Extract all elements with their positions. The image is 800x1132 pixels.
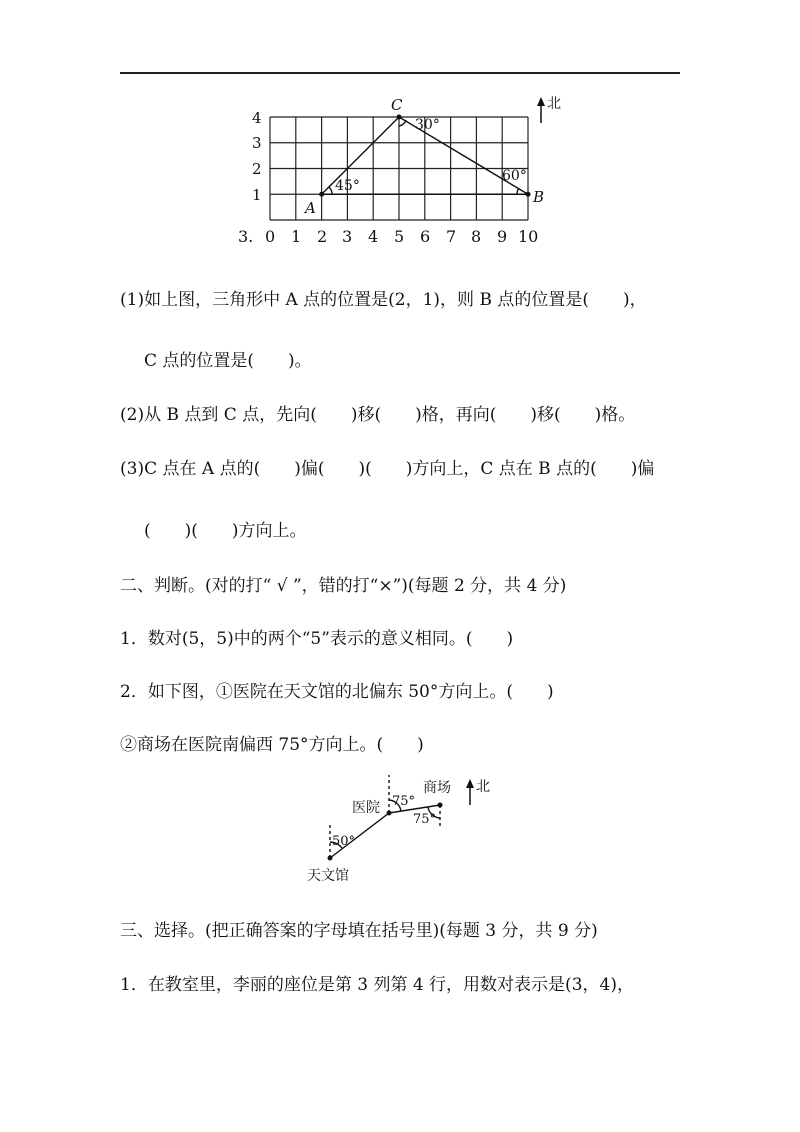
x-tick-label: 9 [497, 227, 508, 246]
map-figure [0, 770, 800, 910]
question-line-4: (3)C 点在 A 点的( )偏( )( )方向上，C 点在 B 点的( )偏 [120, 459, 655, 479]
y-tick-label: 4 [252, 109, 262, 127]
mall-dot [438, 803, 443, 808]
question-line-3: (2)从 B 点到 C 点，先向( )移( )格，再向( )移( )格。 [120, 405, 636, 425]
x-tick-label: 7 [446, 227, 457, 246]
grid-figure [0, 0, 800, 260]
angle-mall-label: 75° [413, 812, 437, 827]
north-label: 北 [547, 96, 561, 112]
north-arrow-icon [466, 779, 474, 805]
hospital-label: 医院 [352, 800, 380, 816]
point-a-label: A [305, 199, 316, 217]
segment-ac [322, 117, 399, 194]
x-tick-label: 1 [291, 227, 302, 246]
point-a-dot [319, 192, 324, 197]
x-tick-label: 3 [342, 227, 353, 246]
x-tick-label: 8 [471, 227, 482, 246]
map-north-label: 北 [476, 779, 490, 795]
x-tick-label: 6 [420, 227, 431, 246]
question-line-1: (1)如上图，三角形中 A 点的位置是(2，1)，则 B 点的位置是( )， [120, 290, 647, 310]
angle-observatory-label: 50° [332, 834, 356, 849]
y-tick-label: 3 [252, 134, 262, 152]
x-tick-label: 4 [368, 227, 379, 246]
x-tick-label: 10 [518, 227, 539, 246]
angle-a-label: 45° [335, 178, 360, 194]
angle-c-label: 30° [415, 117, 440, 133]
point-b-label: B [533, 188, 545, 206]
y-tick-label: 1 [252, 186, 262, 204]
angle-b-label: 60° [502, 168, 527, 184]
point-b-dot [526, 192, 531, 197]
judgment-item-2b: ②商场在医院南偏西 75°方向上。( ) [120, 735, 424, 755]
north-arrow-icon [537, 97, 545, 123]
observatory-label: 天文馆 [307, 868, 349, 884]
mall-label: 商场 [423, 780, 451, 796]
point-c-label: C [391, 96, 403, 114]
hospital-dot [387, 811, 392, 816]
x-tick-label: 5 [394, 227, 405, 246]
choice-item-1: 1．在教室里，李丽的座位是第 3 列第 4 行，用数对表示是(3，4)， [120, 975, 634, 995]
section-heading-judgment: 二、判断。(对的打“ √ ”，错的打“×”)(每题 2 分，共 4 分) [120, 576, 567, 596]
question-line-5: ( )( )方向上。 [144, 521, 307, 541]
judgment-item-2: 2．如下图，①医院在天文馆的北偏东 50°方向上。( ) [120, 682, 554, 702]
x-tick-label: 0 [265, 227, 276, 246]
question-number: 3. [238, 227, 254, 246]
y-tick-label: 2 [252, 160, 262, 178]
point-c-dot [397, 115, 402, 120]
judgment-item-1: 1．数对(5，5)中的两个“5”表示的意义相同。( ) [120, 629, 514, 649]
x-tick-label: 2 [317, 227, 328, 246]
section-heading-choice: 三、选择。(把正确答案的字母填在括号里)(每题 3 分，共 9 分) [120, 921, 598, 941]
angle-hospital-label: 75° [392, 794, 416, 809]
observatory-dot [328, 856, 333, 861]
question-line-2: C 点的位置是( )。 [144, 351, 312, 371]
